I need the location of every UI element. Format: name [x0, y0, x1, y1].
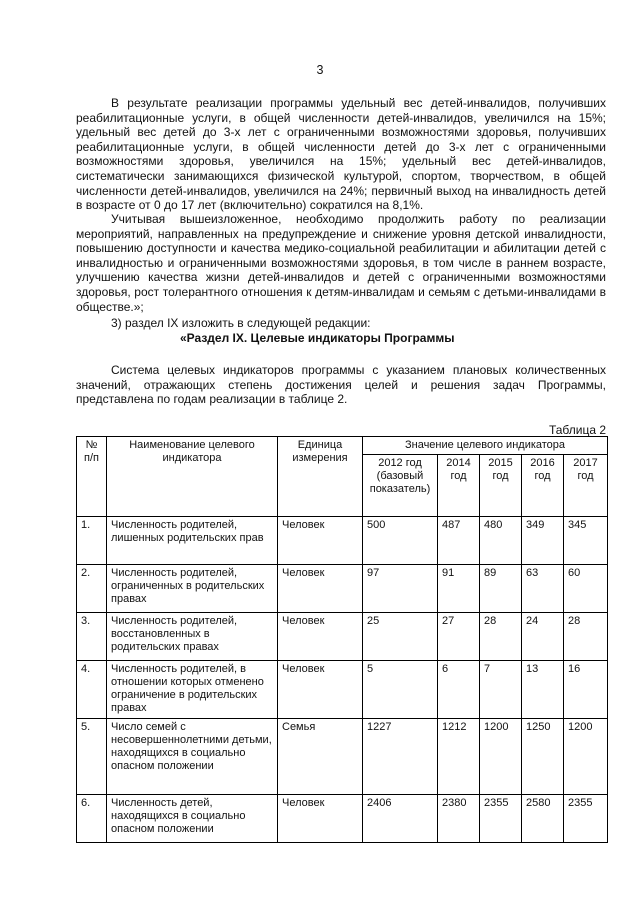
table-row — [77, 613, 608, 661]
row-value: 5 — [363, 661, 438, 719]
row-name: Численность родителей, ограниченных в родительских правах — [107, 565, 278, 613]
header-name: Наименование целевого индикатора — [107, 437, 278, 517]
row-num: 3. — [77, 613, 107, 661]
table-row — [77, 795, 608, 843]
row-name: Численность родителей, восстановленных в родительских правах — [107, 613, 278, 661]
paragraph-text: Учитывая вышеизложенное, необходимо продолжить работу по реализации мероприятий, направленных на предупреждение и снижение уровня детской инвалидности, повышению доступности и качества медико-социальной реабилитации и абилитации детей с инвалидностью и ограниченными возможностями здоровья, в том числе в раннем возрасте, улучшению качества жизни детей-инвалидов и детей с ограниченными возможностями здоровья, рост толерантного отношения к детям-инвалидам и семьям с детьми-инвалидами в обществе.»; — [76, 212, 606, 314]
row-unit: Человек — [278, 565, 363, 613]
header-year: 2012 год (базовый показатель) — [363, 455, 438, 517]
row-name: Численность родителей, в отношении которых отменено ограничение в родительских правах — [107, 661, 278, 719]
row-value: 97 — [363, 565, 438, 613]
row-value: 2380 — [438, 795, 480, 843]
row-value: 2355 — [480, 795, 522, 843]
row-name: Численность детей, находящихся в социально опасном положении — [107, 795, 278, 843]
row-value: 91 — [438, 565, 480, 613]
row-value: 1212 — [438, 719, 480, 795]
section-title: «Раздел IX. Целевые индикаторы Программы — [180, 331, 455, 345]
row-num: 4. — [77, 661, 107, 719]
row-value: 24 — [522, 613, 564, 661]
row-value: 28 — [564, 613, 608, 661]
row-value: 1200 — [480, 719, 522, 795]
row-unit: Человек — [278, 661, 363, 719]
row-num: 5. — [77, 719, 107, 795]
row-value: 1227 — [363, 719, 438, 795]
row-value: 28 — [480, 613, 522, 661]
row-value: 60 — [564, 565, 608, 613]
row-num: 1. — [77, 517, 107, 565]
row-value: 27 — [438, 613, 480, 661]
row-num: 2. — [77, 565, 107, 613]
table-row — [77, 565, 608, 613]
paragraph-indicators — [76, 363, 606, 407]
row-unit: Человек — [278, 795, 363, 843]
row-value: 487 — [438, 517, 480, 565]
table-caption: Таблица 2 — [548, 423, 606, 437]
indicators-table — [76, 436, 608, 843]
row-value: 2580 — [522, 795, 564, 843]
row-value: 25 — [363, 613, 438, 661]
row-value: 345 — [564, 517, 608, 565]
header-value-group: Значение целевого индикатора — [363, 437, 608, 455]
header-unit: Единица измерения — [278, 437, 363, 517]
row-value: 7 — [480, 661, 522, 719]
row-value: 2406 — [363, 795, 438, 843]
page-number: 3 — [316, 63, 324, 77]
header-year: 2014 год — [438, 455, 480, 517]
row-value: 2355 — [564, 795, 608, 843]
paragraph-text: Система целевых индикаторов программы с указанием плановых количественных значений, отражающих степень достижения целей и решения задач Программы, представлена по годам реализации в таблице 2. — [76, 363, 606, 407]
table-row — [77, 719, 608, 795]
paragraph-conclusion — [76, 212, 606, 314]
row-value: 1200 — [564, 719, 608, 795]
paragraph-amendment — [76, 316, 606, 331]
row-name: Численность родителей, лишенных родительских прав — [107, 517, 278, 565]
table-header-row — [77, 437, 608, 455]
row-value: 349 — [522, 517, 564, 565]
row-value: 500 — [363, 517, 438, 565]
header-num: № п/п — [77, 437, 107, 517]
row-value: 89 — [480, 565, 522, 613]
row-value: 16 — [564, 661, 608, 719]
paragraph-text: В результате реализации программы удельный вес детей-инвалидов, получивших реабилитационные услуги, в общей численности детей-инвалидов, увеличился на 15%; удельный вес детей до 3-х лет с ограниченными возможностями здоровья, получивших реабилитационные услуги, в общей численности детей до 3-х лет с ограниченными возможностями здоровья, увеличился на 15%; удельный вес детей-инвалидов, систематически занимающихся физической культурой, спортом, творчеством, в общей численности детей-инвалидов, увеличился на 24%; первичный выход на инвалидность детей в возрасте от 0 до 17 лет (включительно) сократился на 8,1%. — [76, 96, 606, 213]
row-num: 6. — [77, 795, 107, 843]
header-year: 2015 год — [480, 455, 522, 517]
row-name: Число семей с несовершеннолетними детьми, находящихся в социально опасном положении — [107, 719, 278, 795]
table-row — [77, 517, 608, 565]
header-year: 2016 год — [522, 455, 564, 517]
row-value: 13 — [522, 661, 564, 719]
row-value: 6 — [438, 661, 480, 719]
row-value: 63 — [522, 565, 564, 613]
row-unit: Человек — [278, 613, 363, 661]
row-value: 1250 — [522, 719, 564, 795]
row-value: 480 — [480, 517, 522, 565]
row-unit: Семья — [278, 719, 363, 795]
row-unit: Человек — [278, 517, 363, 565]
header-year: 2017 год — [564, 455, 608, 517]
table-row — [77, 661, 608, 719]
paragraph-results — [76, 96, 606, 213]
paragraph-text: 3) раздел IX изложить в следующей редакции: — [111, 316, 371, 330]
